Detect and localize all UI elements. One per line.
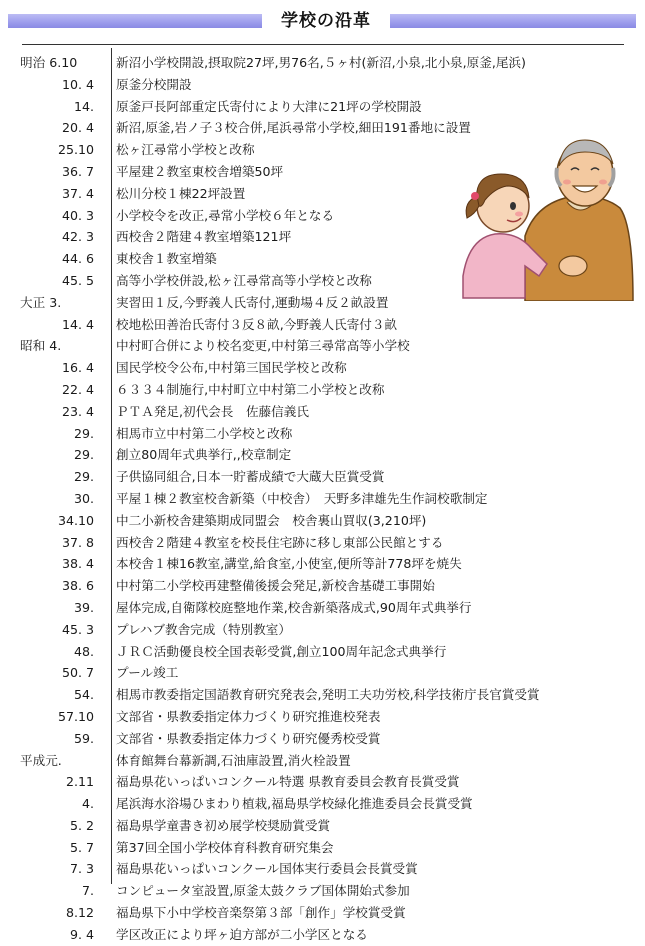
history-event: 西校舎２階建４教室を校長住宅跡に移し東部公民館とする (116, 534, 444, 550)
history-event: 文部省・県教委指定体力づくり研究優秀校受賞 (116, 730, 381, 746)
history-event: 福島県花いっぱいコンクール国体実行委員会長賞受賞 (116, 861, 418, 877)
history-row (0, 684, 645, 706)
history-row (0, 444, 645, 466)
history-date: 9. 4 (69, 926, 94, 942)
history-event: プール竣工 (116, 665, 179, 681)
history-date: 4. (81, 796, 94, 812)
history-row (0, 488, 645, 510)
history-date: 30. (73, 490, 94, 506)
history-row (0, 423, 645, 445)
history-row (0, 793, 645, 815)
history-event: 原釜戸長阿部重定氏寄付により大津に21坪の学校開設 (116, 98, 422, 114)
history-date: 8.12 (65, 905, 94, 921)
history-row (0, 902, 645, 924)
history-row (0, 510, 645, 532)
history-date: 37. 4 (61, 185, 94, 201)
history-event: ＰＴＡ発足,初代会長 佐藤信義氏 (116, 403, 309, 419)
history-event: プレハブ教舎完成（特別教室） (116, 621, 291, 637)
history-date: 14. 4 (61, 316, 94, 332)
history-date: 38. 4 (61, 556, 94, 572)
history-event: 屋体完成,自衛隊校庭整地作業,校舎新築落成式,90周年式典挙行 (116, 599, 472, 615)
history-event: 第37回全国小学校体育科教育研究集会 (116, 839, 334, 855)
history-row (0, 335, 645, 357)
history-row (0, 52, 645, 74)
history-event: ＪＲＣ活動優良校全国表彰受賞,創立100周年記念式典挙行 (116, 643, 447, 659)
history-date: 23. 4 (61, 403, 94, 419)
history-date: 39. (73, 599, 94, 615)
history-event: 中村第二小学校再建整備後援会発足,新校舎基礎工事開始 (116, 578, 435, 594)
history-date: 22. 4 (61, 381, 94, 397)
history-row (0, 401, 645, 423)
history-row (0, 74, 645, 96)
history-event: 創立80周年式典挙行,,校章制定 (116, 447, 292, 463)
history-event: 中二小新校舎建築期成同盟会 校舎裏山買収(3,210坪) (116, 512, 427, 528)
history-row (0, 597, 645, 619)
history-date: 昭和 4. (20, 338, 62, 354)
history-date: 5. 7 (69, 839, 94, 855)
history-date: 54. (73, 687, 94, 703)
grandfather-and-girl-illustration (455, 126, 635, 301)
history-date: 57.10 (57, 708, 94, 724)
history-date: 59. (73, 730, 94, 746)
header-divider (22, 44, 624, 45)
history-event: 東校舎１教室増築 (116, 251, 217, 267)
history-date: 25.10 (57, 142, 94, 158)
history-event: 平屋１棟２教室校舎新築（中校舎） 天野多津雄先生作詞校歌制定 (116, 490, 488, 506)
history-event: 子供協同組合,日本一貯蓄成績で大蔵大臣賞受賞 (116, 469, 385, 485)
history-event: コンピュータ室設置,原釜太鼓クラブ国体開始式参加 (116, 883, 410, 899)
history-event: 学区改正により坪ヶ迫方部が二小学区となる (116, 926, 368, 942)
history-date: 45. 5 (61, 272, 94, 288)
history-event: 国民学校令公布,中村第三国民学校と改称 (116, 360, 347, 376)
history-date: 10. 4 (61, 76, 94, 92)
history-date: 36. 7 (61, 163, 94, 179)
history-event: 実習田１反,今野義人氏寄付,運動場４反２畝設置 (116, 294, 389, 310)
history-row (0, 314, 645, 336)
history-date: 40. 3 (61, 207, 94, 223)
history-row (0, 815, 645, 837)
history-event: 新沼,原釜,岩ノ子３校合併,尾浜尋常小学校,細田191番地に設置 (116, 120, 471, 136)
history-date: 34.10 (57, 512, 94, 528)
history-row (0, 924, 645, 946)
history-row (0, 357, 645, 379)
history-date: 48. (73, 643, 94, 659)
history-date: 2.11 (65, 774, 94, 790)
history-date: 44. 6 (61, 251, 94, 267)
history-date: 7. (81, 883, 94, 899)
history-row (0, 858, 645, 880)
history-event: 文部省・県教委指定体力づくり研究推進校発表 (116, 708, 381, 724)
history-row (0, 771, 645, 793)
page-title: 学校の沿革 (262, 9, 390, 33)
history-date: 16. 4 (61, 360, 94, 376)
history-event: 中村町合併により校名変更,中村第三尋常高等小学校 (116, 338, 410, 354)
history-event: 校地松田善治氏寄付３反８畝,今野義人氏寄付３畝 (116, 316, 398, 332)
history-date: 37. 8 (61, 534, 94, 550)
history-date: 50. 7 (61, 665, 94, 681)
history-row (0, 575, 645, 597)
history-event: 原釜分校開設 (116, 76, 192, 92)
history-date: 14. (73, 98, 94, 114)
history-date: 平成元. (20, 752, 62, 768)
history-event: 福島県花いっぱいコンクール特選 県教育委員会教育長賞受賞 (116, 774, 460, 790)
history-row (0, 662, 645, 684)
history-date: 明治 6.10 (20, 55, 78, 70)
history-row (0, 728, 645, 750)
history-row (0, 532, 645, 554)
history-date: 29. (73, 469, 94, 485)
history-date: 7. 3 (69, 861, 94, 877)
history-event: 本校舎１棟16教室,講堂,給食室,小使室,便所等計778坪を焼失 (116, 556, 462, 572)
history-event: 福島県学童書き初め展学校奨励賞受賞 (116, 817, 331, 833)
history-row (0, 837, 645, 859)
history-event: 高等小学校併設,松ヶ江尋常高等小学校と改称 (116, 272, 372, 288)
history-event: 尾浜海水浴場ひまわり植栽,福島県学校緑化推進委員会長賞受賞 (116, 796, 473, 812)
history-date: 20. 4 (61, 120, 94, 136)
history-date: 42. 3 (61, 229, 94, 245)
history-event: 相馬市教委指定国語教育研究発表会,発明工夫功労校,科学技術庁長官賞受賞 (116, 687, 540, 703)
history-event: 小学校令を改正,尋常小学校６年となる (116, 207, 335, 223)
history-date: 大正 3. (20, 294, 62, 310)
history-event: 西校舎２階建４教室増築121坪 (116, 229, 292, 245)
history-date: 5. 2 (69, 817, 94, 833)
history-event: 松川分校１棟22坪設置 (116, 185, 246, 201)
history-row (0, 96, 645, 118)
history-event: ６３３４制施行,中村町立中村第二小学校と改称 (116, 381, 385, 397)
history-date: 45. 3 (61, 621, 94, 637)
history-row (0, 706, 645, 728)
history-event: 福島県下小中学校音楽祭第３部「創作」学校賞受賞 (116, 905, 406, 921)
history-row (0, 750, 645, 772)
history-event: 新沼小学校開設,摂取院27坪,男76名,５ヶ村(新沼,小泉,北小泉,原釜,尾浜) (116, 55, 526, 70)
history-row (0, 379, 645, 401)
history-row (0, 553, 645, 575)
history-row (0, 619, 645, 641)
history-event: 松ヶ江尋常小学校と改称 (116, 142, 255, 158)
history-event: 体育館舞台幕新調,石油庫設置,消火栓設置 (116, 752, 351, 768)
history-date: 29. (73, 447, 94, 463)
history-row (0, 641, 645, 663)
history-date: 38. 6 (61, 578, 94, 594)
history-date: 29. (73, 425, 94, 441)
history-row (0, 466, 645, 488)
history-event: 相馬市立中村第二小学校と改称 (116, 425, 293, 441)
history-event: 平屋建２教室東校舎増築50坪 (116, 163, 284, 179)
